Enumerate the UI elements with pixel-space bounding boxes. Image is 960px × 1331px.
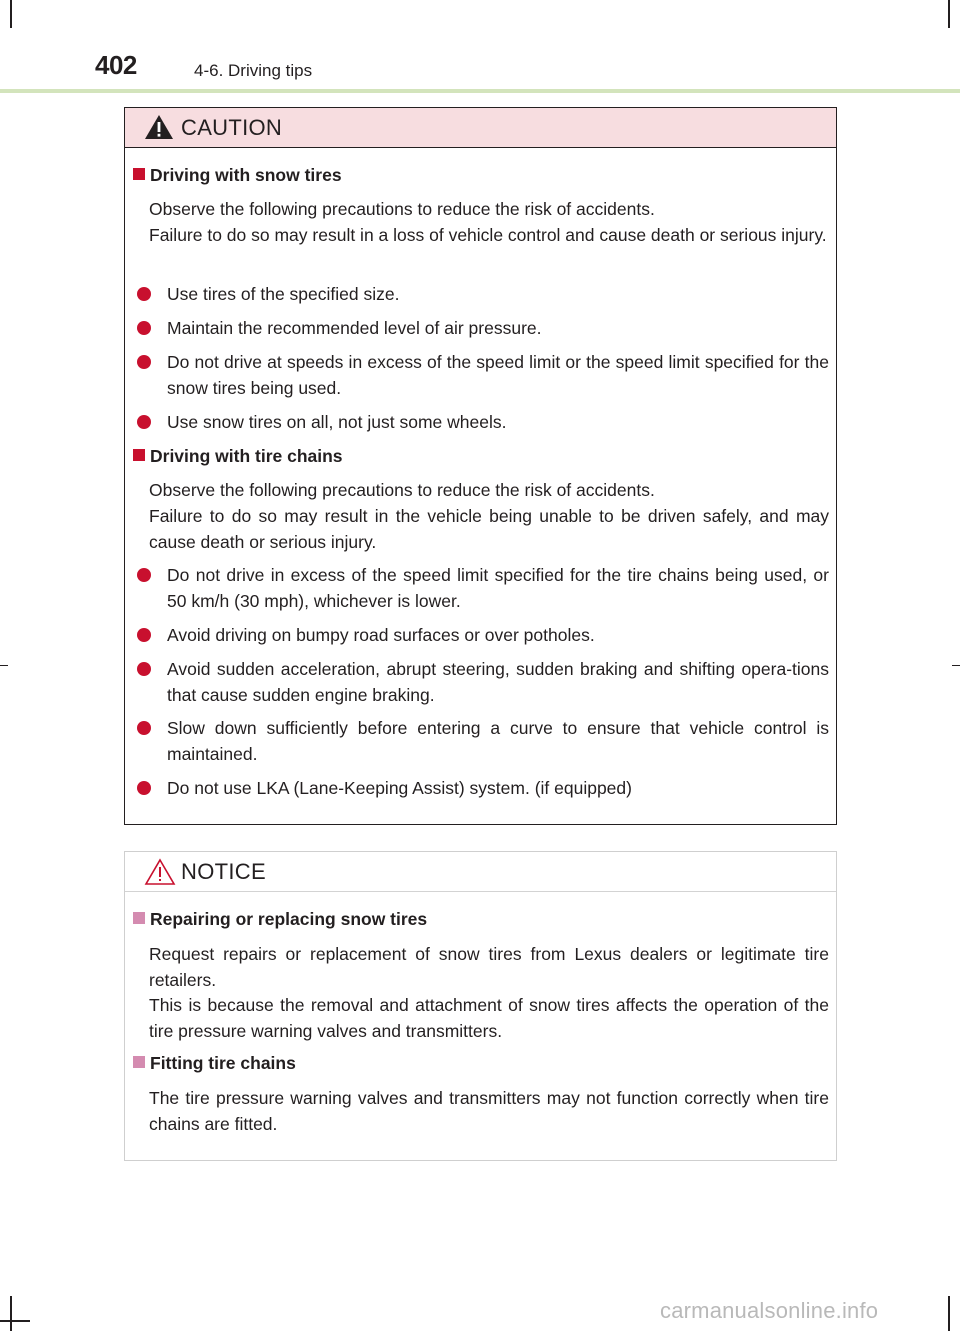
caution-bullet: Maintain the recommended level of air pressure. [137, 316, 829, 342]
caution-label: CAUTION [181, 115, 283, 140]
caution-paragraph: Observe the following precautions to reduce the risk of accidents. [149, 480, 655, 500]
page-header [0, 0, 960, 96]
bullet-dot-icon [137, 781, 151, 795]
caution-paragraph: Observe the following precautions to reduce the risk of accidents. [149, 199, 655, 219]
notice-heading-tire-chains: Fitting tire chains [133, 1053, 296, 1074]
caution-bullet: Use tires of the specified size. [137, 282, 829, 308]
warning-triangle-icon [144, 114, 174, 140]
caution-bullet: Avoid sudden acceleration, abrupt steering, sudden braking and shifting opera-tions that cause sudden engine braking. [137, 657, 829, 708]
notice-paragraph: This is because the removal and attachment of snow tires affects the operation of the tire pressure warning valves and transmitters. [149, 995, 829, 1041]
caution-paragraph: Failure to do so may result in the vehicle being unable to be driven safely, and may cause death or serious injury. [149, 506, 829, 552]
bullet-dot-icon [137, 662, 151, 676]
section-title: 4-6. Driving tips [194, 61, 313, 80]
crop-mark-left-mid [0, 665, 8, 666]
caution-bullet: Do not use LKA (Lane-Keeping Assist) system. (if equipped) [137, 776, 829, 802]
crop-mark-bottom-left-v [10, 1296, 12, 1331]
watermark: carmanualsonline.info [660, 1298, 879, 1323]
section-square-icon [133, 1056, 145, 1068]
crop-mark-right-mid [952, 665, 960, 666]
notice-label: NOTICE [181, 859, 266, 884]
section-square-icon [133, 449, 145, 461]
page-number: 402 [95, 50, 137, 80]
notice-paragraph: Request repairs or replacement of snow tires from Lexus dealers or legitimate tire retailers. [149, 944, 829, 990]
bullet-dot-icon [137, 415, 151, 429]
caution-heading-snow-tires: Driving with snow tires [133, 165, 342, 186]
bullet-dot-icon [137, 287, 151, 301]
caution-bullet: Avoid driving on bumpy road surfaces or over potholes. [137, 623, 829, 649]
caution-heading-tire-chains: Driving with tire chains [133, 446, 343, 467]
bullet-dot-icon [137, 721, 151, 735]
section-square-icon [133, 912, 145, 924]
caution-bullet: Do not drive in excess of the speed limit specified for the tire chains being used, or 50 km/h (30 mph), whichever is lower. [137, 563, 829, 614]
notice-heading-repairing: Repairing or replacing snow tires [133, 909, 427, 930]
caution-box [124, 107, 837, 825]
notice-box [124, 851, 837, 1161]
bullet-dot-icon [137, 568, 151, 582]
crop-mark-bottom-right-v [948, 1296, 950, 1331]
header-rule [0, 89, 960, 93]
caution-header [125, 108, 836, 148]
notice-header [125, 852, 836, 892]
warning-triangle-outline-icon [144, 858, 176, 886]
caution-bullet: Do not drive at speeds in excess of the speed limit or the speed limit specified for the snow tires being used. [137, 350, 829, 401]
caution-bullet: Slow down sufficiently before entering a curve to ensure that vehicle control is maintained. [137, 716, 829, 767]
bullet-dot-icon [137, 355, 151, 369]
caution-bullet: Use snow tires on all, not just some wheels. [137, 410, 829, 436]
notice-paragraph: The tire pressure warning valves and transmitters may not function correctly when tire chains are fitted. [149, 1088, 829, 1134]
section-square-icon [133, 168, 145, 180]
bullet-dot-icon [137, 628, 151, 642]
bullet-dot-icon [137, 321, 151, 335]
caution-paragraph: Failure to do so may result in a loss of vehicle control and cause death or serious injury. [149, 225, 827, 245]
crop-mark-bottom-left-h [0, 1320, 30, 1322]
